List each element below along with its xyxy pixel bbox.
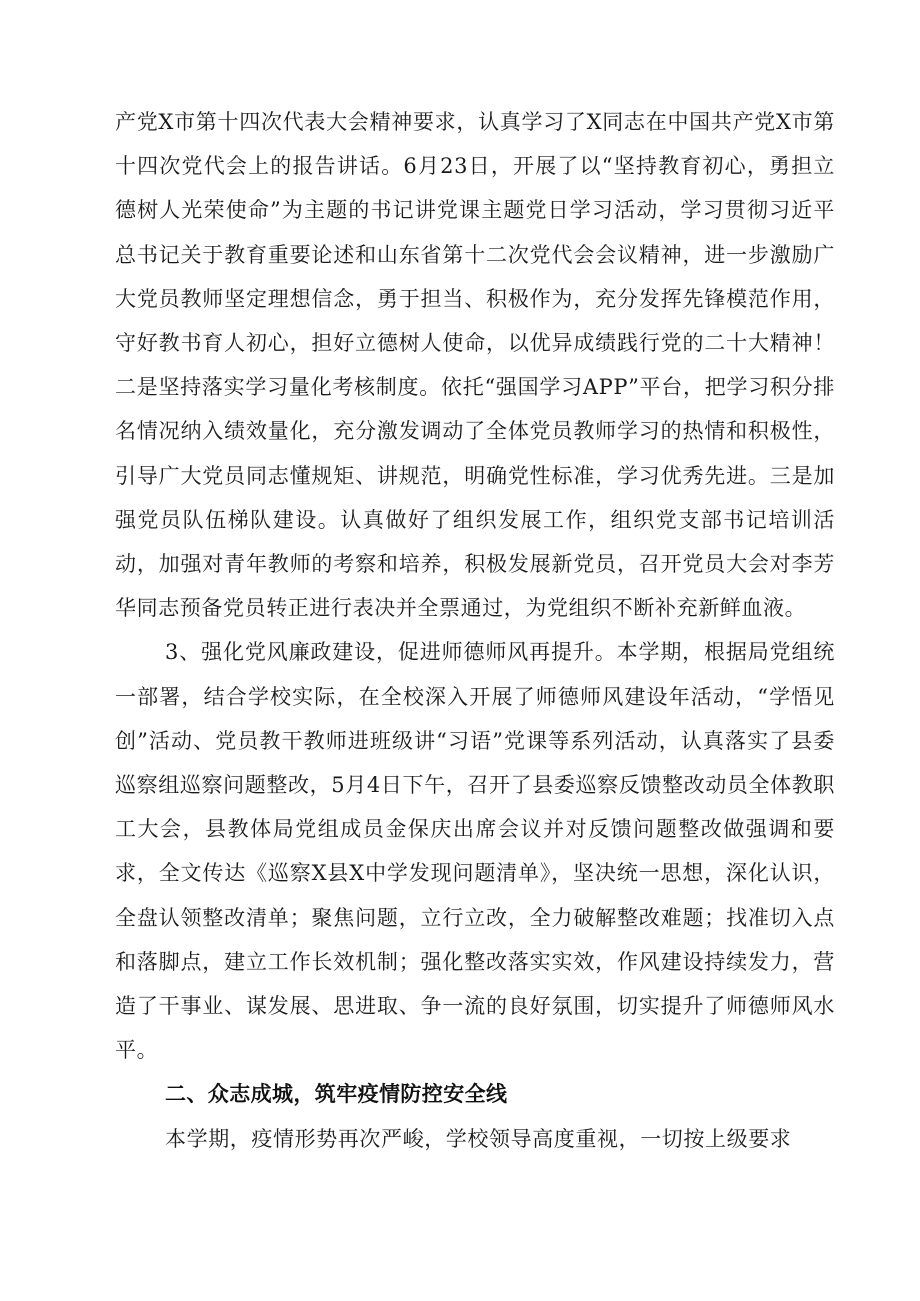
- body-paragraph-2: 3、强化党风廉政建设，促进师德师风再提升。本学期，根据局党组统一部署，结合学校实际，在全校深入开展了师德师风建设年活动，“学悟见创”活动、党员教干教师进班级讲“习语”党课等系列活动，认真落实了县委巡察组巡察问题整改，5月4日下午，召开了县委巡察反馈整改动员全体教职工大会，县教体局党组成员金保庆出席会议并对反馈问题整改做强调和要求，全文传达《巡察X县X中学发现问题清单》，坚决统一思想，深化认识，全盘认领整改清单；聚焦问题，立行立改，全力破解整改难题；找准切入点和落脚点，建立工作长效机制；强化整改落实实效，作风建设持续发力，营造了干事业、谋发展、思进取、争一流的良好氛围，切实提升了师德师风水平。: [115, 640, 835, 1063]
- section-heading-2: 二、众志成城，筑牢疫情防控安全线: [165, 1082, 508, 1107]
- document-body: [115, 100, 835, 1161]
- body-paragraph-1: 产党X市第十四次代表大会精神要求，认真学习了X同志在中国共产党X市第十四次党代会上的报告讲话。6月23日，开展了以“坚持教育初心，勇担立德树人光荣使命”为主题的书记讲党课主题党日学习活动，学习贯彻习近平总书记关于教育重要论述和山东省第十二次党代会会议精神，进一步激励广大党员教师坚定理想信念，勇于担当、积极作为，充分发挥先锋模范作用，守好教书育人初心，担好立德树人使命，以优异成绩践行党的二十大精神！二是坚持落实学习量化考核制度。依托“强国学习APP”平台，把学习积分排名情况纳入绩效量化，充分激发调动了全体党员教师学习的热情和积极性，引导广大党员同志懂规矩、讲规范，明确党性标准，学习优秀先进。三是加强党员队伍梯队建设。认真做好了组织发展工作，组织党支部书记培训活动，加强对青年教师的考察和培养，积极发展新党员，召开党员大会对李芳华同志预备党员转正进行表决并全票通过，为党组织不断补充新鲜血液。: [115, 110, 835, 621]
- body-paragraph-3: 本学期，疫情形势再次严峻，学校领导高度重视，一切按上级要求: [165, 1126, 792, 1151]
